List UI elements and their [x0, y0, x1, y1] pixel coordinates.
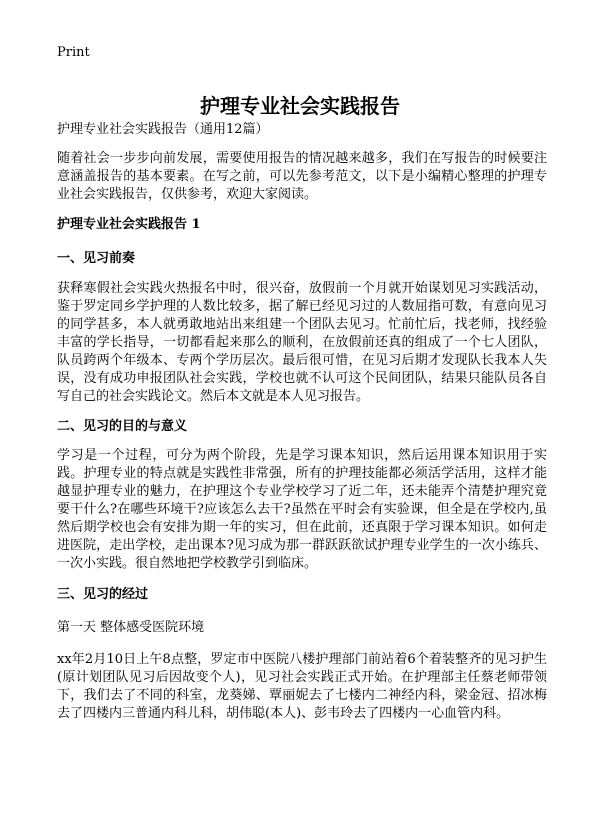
page-title: 护理专业社会实践报告: [200, 94, 400, 119]
section-body-prelude: 获释寒假社会实践火热报名中时，很兴奋，放假前一个月就开始谋划见习实践活动，鉴于罗定同乡学护理的人数比较多，据了解已经见习过的人数屈指可数，有意向见习的同学甚多，本人就勇敢地站出来组建一个团队去见习。忙前忙后，找老师，找经验丰富的学长指导，一切都看起来那么的顺利，在放假前还真的组成了一个七人团队，队员跨两个年级本、专两个学历层次。最后很可惜，在见习后期才发现队长我本人失误，没有成功申报团队社会实践，学校也就不认可这个民间团队，结果只能队员各自写自己的社会实践论文。然后本文就是本人见习报告。: [57, 281, 547, 404]
section-body-process: xx年2月10日上午8点整，罗定市中医院八楼护理部门前站着6个着装整齐的见习护生(原计划团队见习后因故变个人)，见习社会实践正式开始。在护理部主任蔡老师带领下，我们去了不同的科室，龙葵娣、覃丽妮去了七楼内二神经内科，梁金冠、招冰梅去了四楼内三普通内科儿科，胡伟聪(本人)、彭韦玲去了四楼内一心血管内科。: [57, 652, 547, 721]
section-body-purpose: 学习是一个过程，可分为两个阶段，先是学习课本知识，然后运用课本知识用于实践。护理专业的特点就是实践性非常强，所有的护理技能都必须活学活用，这样才能越显护理专业的魅力，在护理这个专业学校学习了近二年，还未能弄个清楚护理究竟要干什么?在哪些环境干?应该怎么去干?虽然在平时会有实验课，但全是在学校内,虽然后期学校也会有安排为期一年的实习，但在此前，还真限于学习课本知识。如何走进医院，走出学校，走出课本?见习成为那一群跃跃欲试护理专业学生的一次小练兵、一次小实践。很自然地把学校教学引到临床。: [57, 448, 547, 571]
day-one-heading: 第一天 整体感受医院环境: [57, 620, 205, 635]
section-heading-purpose: 二、见习的目的与意义: [57, 419, 188, 434]
intro-paragraph: 随着社会一步步向前发展，需要使用报告的情况越来越多，我们在写报告的时候要注意涵盖报告的基本要素。在写之前，可以先参考范文，以下是小编精心整理的护理专业社会实践报告，仅供参考，欢迎大家阅读。: [57, 151, 547, 202]
print-link[interactable]: Print: [57, 45, 90, 60]
report-heading: 护理专业社会实践报告 1: [57, 217, 201, 232]
section-heading-prelude: 一、见习前奏: [57, 251, 136, 266]
section-heading-process: 三、见习的经过: [57, 587, 149, 602]
document-subtitle: 护理专业社会实践报告（通用12篇）: [57, 122, 269, 137]
